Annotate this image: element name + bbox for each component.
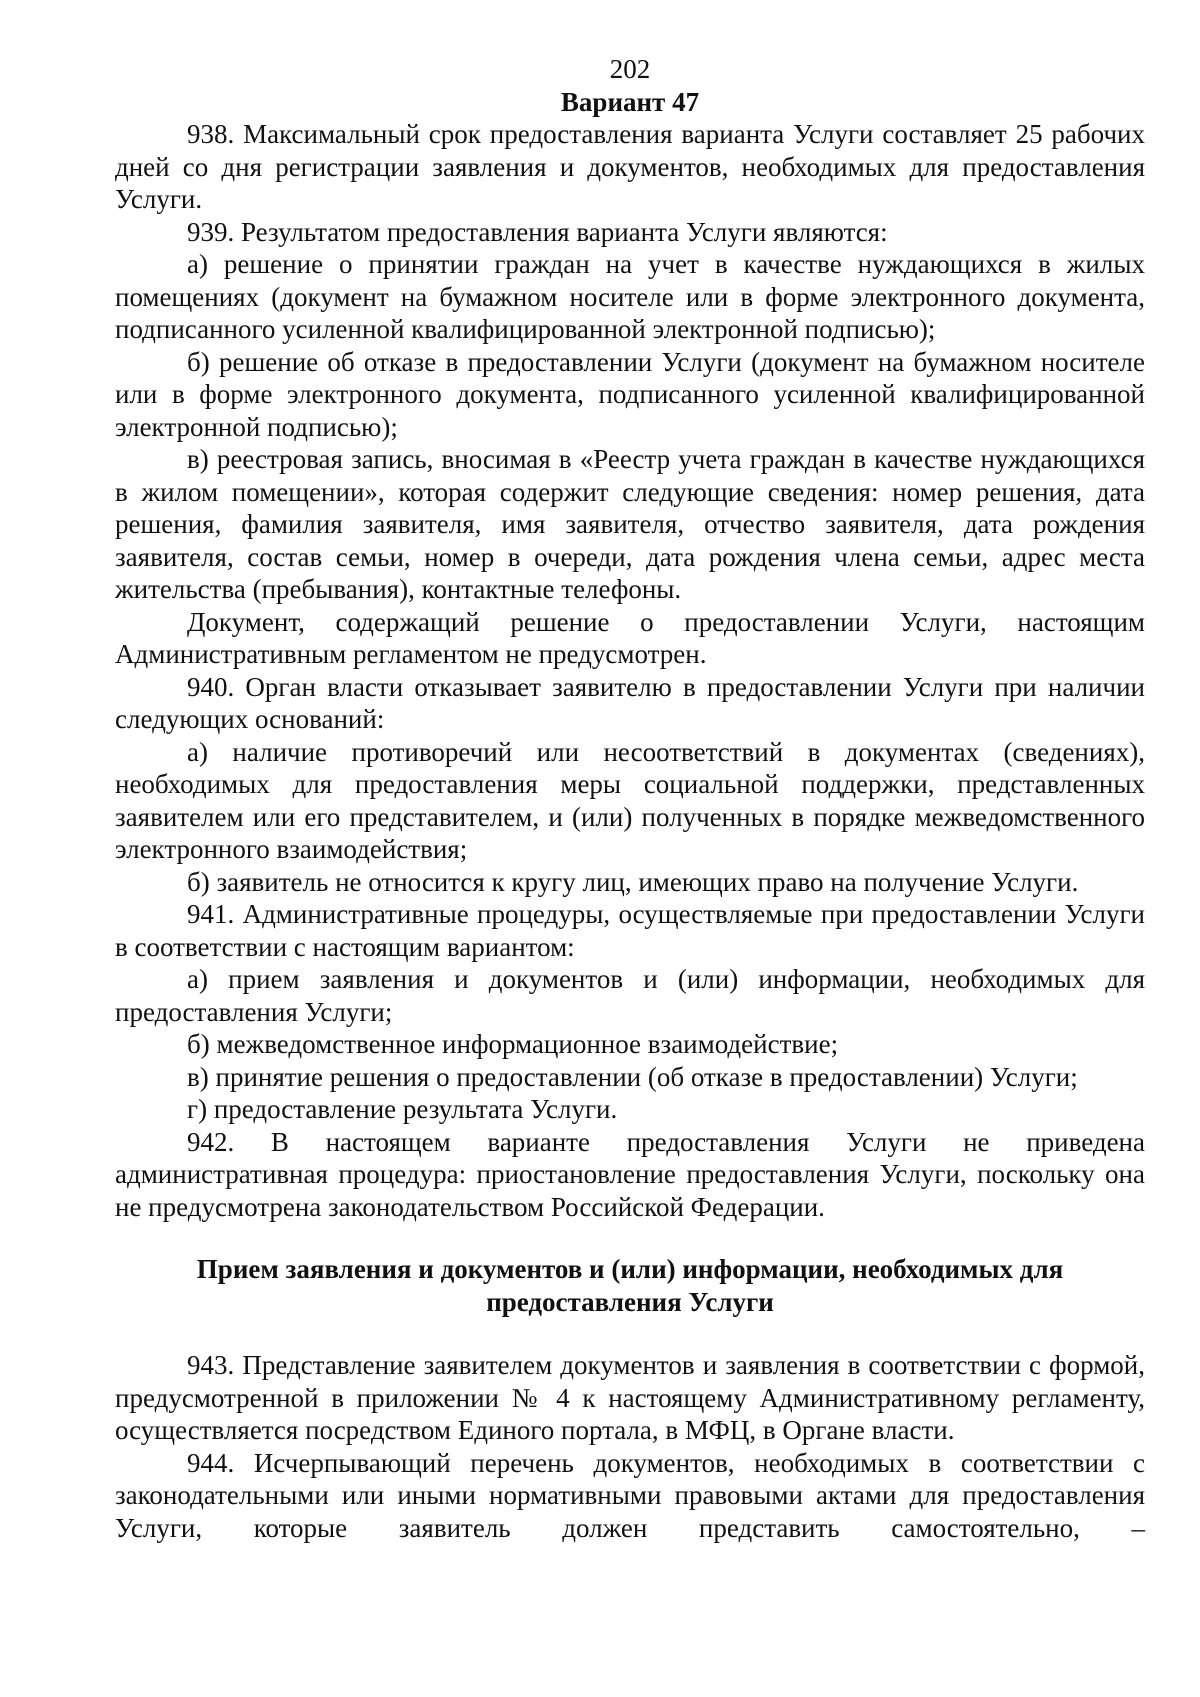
paragraph-document-note: Документ, содержащий решение о предоставлении Услуги, настоящим Административным регламентом не предусмотрен. <box>115 606 1145 669</box>
variant-title: Вариант 47 <box>560 87 700 117</box>
paragraph-939-b: б) решение об отказе в предоставлении Услуги (документ на бумажном носителе или в форме электронного документа, подписанного усиленной квалифицированной электронной подписью); <box>115 346 1145 442</box>
paragraph-941-a: а) прием заявления и документов и (или) информации, необходимых для предоставления Услуги; <box>115 964 1145 1027</box>
top-paragraphs <box>115 118 1145 1223</box>
paragraph-941-g: г) предоставление результата Услуги. <box>187 1094 618 1124</box>
paragraph-939-a: а) решение о принятии граждан на учет в качестве нуждающихся в жилых помещениях (документ на бумажном носителе или в форме электронного документа, подписанного усиленной квалифицированной электронной подписью); <box>115 249 1145 344</box>
section-heading: Прием заявления и документов и (или) информации, необходимых для предоставления Услуги <box>196 1254 1064 1317</box>
paragraph-944: 944. Исчерпывающий перечень документов, необходимых в соответствии с законодательными или иными нормативными правовыми актами для предоставления Услуги, которые заявитель должен представить самостоятельно, – <box>115 1447 1145 1543</box>
paragraph-943: 943. Представление заявителем документов и заявления в соответствии с формой, предусмотренной в приложении № 4 к настоящему Административному регламенту, осуществляется посредством Единого портала, в МФЦ, в Органе власти. <box>115 1350 1145 1445</box>
paragraph-942: 942. В настоящем варианте предоставления Услуги не приведена административная процедура: приостановление предоставления Услуги, поскольку она не предусмотрена законодательством Российской Федерации. <box>115 1126 1145 1222</box>
document-page <box>115 52 1145 1544</box>
paragraph-940: 940. Орган власти отказывает заявителю в предоставлении Услуги при наличии следующих оснований: <box>115 671 1145 734</box>
paragraph-941-v: в) принятие решения о предоставлении (об отказе в предоставлении) Услуги; <box>187 1061 1078 1092</box>
paragraph-940-b: б) заявитель не относится к кругу лиц, имеющих право на получение Услуги. <box>187 866 1079 897</box>
page-number: 202 <box>609 54 651 84</box>
paragraph-938: 938. Максимальный срок предоставления варианта Услуги составляет 25 рабочих дней со дня регистрации заявления и документов, необходимых для предоставления Услуги. <box>115 119 1145 214</box>
paragraph-940-a: а) наличие противоречий или несоответствий в документах (сведениях), необходимых для предоставления меры социальной поддержки, представленных заявителем или его представителем, и (или) полученных в порядке межведомственного электронного взаимодействия; <box>115 736 1145 864</box>
paragraph-939: 939. Результатом предоставления варианта Услуги являются: <box>187 216 888 247</box>
paragraph-941: 941. Административные процедуры, осуществляемые при предоставлении Услуги в соответствии с настоящим вариантом: <box>115 899 1145 962</box>
paragraph-939-v: в) реестровая запись, вносимая в «Реестр учета граждан в качестве нуждающихся в жилом помещении», которая содержит следующие сведения: номер решения, дата решения, фамилия заявителя, имя заявителя, отчество заявителя, дата рождения заявителя, состав семьи, номер в очереди, дата рождения члена семьи, адрес места жительства (пребывания), контактные телефоны. <box>115 444 1145 604</box>
bottom-paragraphs <box>115 1349 1145 1544</box>
paragraph-941-b: б) межведомственное информационное взаимодействие; <box>187 1029 839 1059</box>
